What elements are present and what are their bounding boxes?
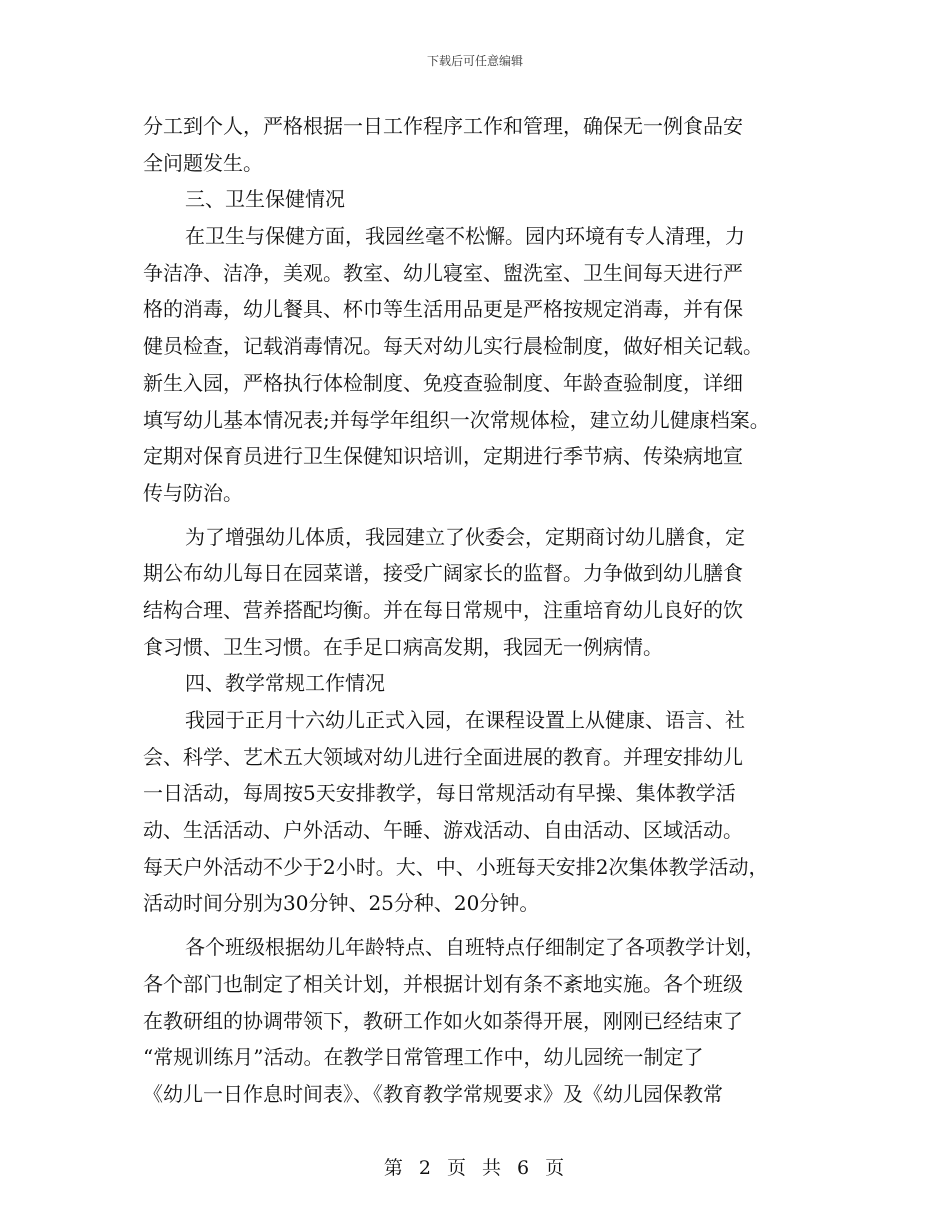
page-header: 下载后可任意编辑 <box>426 54 523 68</box>
text-line: 食习惯、卫生习惯。在手足口病高发期，我园无一例病情。 <box>143 634 663 659</box>
text-line: 会、科学、艺术五大领域对幼儿进行全面进展的教育。并理安排幼儿 <box>143 744 743 769</box>
text-line: 分工到个人，严格根据一日工作程序工作和管理，确保无一例食品安 <box>143 114 743 138</box>
text-line: 争洁净、洁净，美观。教室、幼儿寝室、盥洗室、卫生间每天进行严 <box>143 260 743 285</box>
text-line: 填写幼儿基本情况表;并每学年组织一次常规体检，建立幼儿健康档案。 <box>143 407 770 432</box>
text-line: 《幼儿一日作息时间表》、《教育教学常规要求》及《幼儿园保教常 <box>143 1081 723 1106</box>
text-line: 新生入园，严格执行体检制度、免疫查验制度、年龄查验制度，详细 <box>143 370 743 395</box>
paragraph-start: 为了增强幼儿体质，我园建立了伙委会，定期商讨幼儿膳食，定 <box>185 524 745 549</box>
text-line: 期公布幼儿每日在园菜谱，接受广阔家长的监督。力争做到幼儿膳食 <box>143 561 743 586</box>
text-line: 一日活动，每周按5天安排教学，每日常规活动有早操、集体教学活 <box>143 781 736 806</box>
text-line: 动、生活活动、户外活动、午睡、游戏活动、自由活动、区域活动。 <box>143 818 743 843</box>
paragraph-start: 我园于正月十六幼儿正式入园，在课程设置上从健康、语言、社 <box>185 708 745 732</box>
text-line: 传与防治。 <box>143 480 243 505</box>
section-heading: 三、卫生保健情况 <box>185 187 345 212</box>
text-line: 活动时间分别为30分钟、25分种、20分钟。 <box>143 891 540 916</box>
text-line: 各个部门也制定了相关计划，并根据计划有条不紊地实施。各个班级 <box>143 971 743 996</box>
paragraph-start: 各个班级根据幼儿年龄特点、自班特点仔细制定了各项教学计划， <box>185 935 765 960</box>
text-line: 健员检查，记载消毒情况。每天对幼儿实行晨检制度，做好相关记载。 <box>143 334 763 359</box>
section-heading: 四、教学常规工作情况 <box>185 671 385 696</box>
text-line: “常规训练月”活动。在教学日常管理工作中，幼儿园统一制定了 <box>143 1045 704 1070</box>
text-line: 在教研组的协调带领下，教研工作如火如荼得开展，刚刚已经结束了 <box>143 1008 743 1033</box>
page-number-footer: 第 2 页 共 6 页 <box>383 1157 567 1179</box>
text-line: 结构合理、营养搭配均衡。并在每日常规中，注重培育幼儿良好的饮 <box>143 597 743 622</box>
paragraph-start: 在卫生与保健方面，我园丝毫不松懈。园内环境有专人清理，力 <box>185 224 745 249</box>
text-line: 每天户外活动不少于2小时。大、中、小班每天安排2次集体教学活动， <box>143 854 769 879</box>
text-line: 定期对保育员进行卫生保健知识培训，定期进行季节病、传染病地宣 <box>143 444 743 469</box>
text-line: 全问题发生。 <box>143 150 263 175</box>
document-body <box>143 108 833 1113</box>
text-line: 格的消毒，幼儿餐具、杯巾等生活用品更是严格按规定消毒，并有保 <box>143 297 743 322</box>
